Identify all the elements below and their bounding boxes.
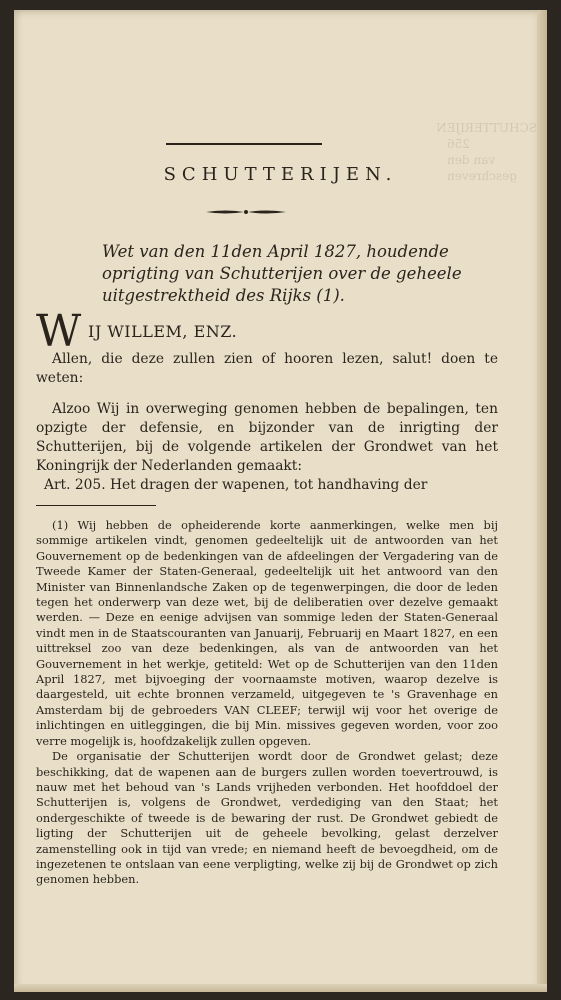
ornament-divider [206, 209, 286, 215]
page-edge-bottom [14, 984, 547, 992]
header-rule [166, 143, 322, 145]
law-title: Wet van den 11den April 1827, houdende oprigting van Schutterijen over de geheele uitgestrektheid des Rijks (1). [102, 242, 462, 305]
drop-cap: W [36, 306, 82, 357]
page-edge-right [537, 10, 547, 992]
footnote-2: De organisatie der Schutterijen wordt door de Grondwet gelast; deze beschikking, dat de wapenen aan de burgers zullen worden toevertrouwd, is nauw met het behoud van 's Lands vrijheden verbonden. Het hoofddoel der Schutterijen is, volgens de Grondwet, verdediging van den Staat; het ondergeschikte of tweede is de bewaring der rust. De Grondwet gebiedt de ligting der Schutterijen uit de geheele bevolking, gelast derzelver zamenstelling ook in tijd van vrede; en niemand heeft de bevoegdheid, om de ingezetenen te ontslaan van eene verpligting, welke zij bij de Grondwet op zich genomen hebben. [36, 749, 498, 887]
footnote-rule [36, 505, 156, 506]
main-text [36, 350, 498, 495]
show-through-text: SCHUTTERIJEN 256 van den geschreven [436, 121, 537, 183]
book-page [14, 10, 547, 992]
opening-text: IJ WILLEM, ENZ. [88, 322, 238, 341]
footnote-1: (1) Wij hebben de opheiderende korte aanmerkingen, welke men bij sommige artikelen vindt, genomen gedeeltelijk uit de antwoorden van het Gouvernement op de bedenkingen van de afdeelingen der Vergadering van de Tweede Kamer der Staten-Generaal, gedeeltelijk uit het antwoord van den Minister van Binnenlandsche Zaken op de tegenwerpingen, die door de leden tegen het onderwerp van deze wet, bij de deliberatien over dezelve gemaakt werden. — Deze en eenige advijsen van sommige leden der Staten-Generaal vindt men in de Staatscouranten van Januarij, Februarij en Maart 1827, en een uittreksel zoo van deze bedenkingen, als van de antwoorden van het Gouvernement in het werkje, getiteld: Wet op de Schutterijen van den 11den April 1827, met bijvoeging der voornaamste motiven, waarop dezelve is daargesteld, uit echte bronnen verzameld, uitgegeven te 's Gravenhage en Amsterdam bij de gebroeders VAN CLEEF; terwijl wij voor het overige de inlichtingen en uitleggingen, die bij Min. missives gegeven worden, voor zoo verre mogelijk is, hoofdzakelijk zullen opgeven. [36, 518, 498, 748]
opening-line [36, 306, 506, 357]
paragraph-greeting: Allen, die deze zullen zien of hooren lezen, salut! doen te weten: [36, 351, 498, 386]
page-title: SCHUTTERIJEN. [163, 164, 398, 185]
footnotes [36, 518, 498, 888]
paragraph-article: Art. 205. Het dragen der wapenen, tot handhaving der [44, 477, 428, 493]
paragraph-considering: Alzoo Wij in overweging genomen hebben de bepalingen, ten opzigte der defensie, en bijzonder van de inrigting der Schutterijen, bij de volgende artikelen der Grondwet van het Koningrijk der Nederlanden gemaakt: [36, 401, 498, 474]
